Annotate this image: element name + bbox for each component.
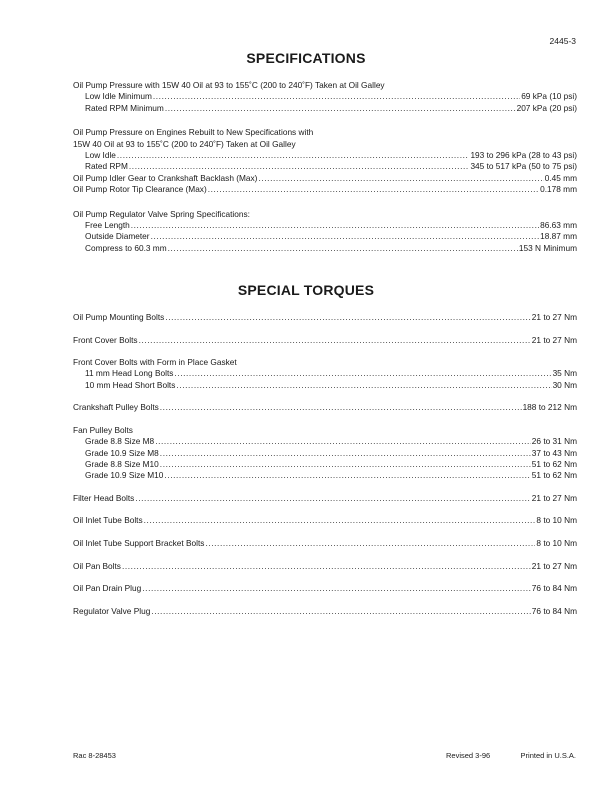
torque-row-front-cover [73, 335, 577, 346]
torque-label: Grade 10.9 Size M8 [85, 447, 159, 458]
torque-row-oil-pump-mounting [73, 312, 577, 323]
torque-row-inlet-bracket [73, 538, 577, 549]
footer-doc-id: Rac 8-28453 [73, 751, 116, 760]
torque-row-short-bolts [73, 380, 577, 391]
torque-value: 21 to 27 Nm [531, 312, 577, 322]
spec-value: 69 kPa (10 psi) [521, 91, 577, 102]
dot-leader [151, 231, 540, 242]
torque-label: Filter Head Bolts [73, 492, 135, 503]
spec-label: Oil Pump Idler Gear to Crankshaft Backlash (Max) [73, 172, 258, 183]
front-cover-gasket-heading: Front Cover Bolts with Form in Place Gasket [73, 357, 237, 368]
torque-row-long-bolts [73, 368, 577, 379]
dot-leader [160, 448, 531, 459]
dot-leader [165, 103, 516, 114]
dot-leader [168, 243, 518, 254]
torque-value: 21 to 27 Nm [531, 560, 577, 571]
fan-pulley-heading: Fan Pulley Bolts [73, 424, 133, 435]
spec-label: Outside Diameter [85, 231, 150, 242]
torque-label: Regulator Valve Plug [73, 605, 151, 616]
torque-label: Oil Pan Drain Plug [73, 583, 142, 594]
torque-label: 11 mm Head Long Bolts [85, 368, 174, 379]
torque-value: 21 to 27 Nm [531, 492, 577, 503]
dot-leader [151, 606, 530, 617]
dot-leader [164, 470, 530, 481]
dot-leader [117, 150, 470, 161]
torque-value: 35 Nm [552, 368, 577, 379]
spec-label: Rated RPM [85, 161, 128, 172]
dot-leader [135, 493, 530, 504]
torque-value: 51 to 62 Nm [531, 458, 577, 469]
torque-label: Oil Inlet Tube Bolts [73, 515, 143, 526]
spec-label: Oil Pump Rotor Tip Clearance (Max) [73, 183, 207, 194]
spec-value: 207 kPa (20 psi) [516, 102, 577, 113]
torque-value: 30 Nm [552, 379, 577, 390]
special-torques-heading: SPECIAL TORQUES [237, 282, 375, 298]
spec-row-rated-rpm [73, 161, 577, 172]
spec-row-idler-backlash [73, 173, 577, 184]
torque-row-grade-10-9-m8 [73, 448, 577, 459]
footer-printed: Printed in U.S.A. [520, 751, 576, 760]
spring-heading: Oil Pump Regulator Valve Spring Specifications: [73, 208, 250, 219]
spec-row-compress [73, 243, 577, 254]
spec-row-low-idle [73, 150, 577, 161]
torque-value: 188 to 212 Nm [522, 402, 577, 413]
pressure-rebuilt-heading-line2: 15W 40 Oil at 93 to 155˚C (200 to 240˚F) Taken at Oil Galley [73, 138, 296, 149]
torque-value: 26 to 31 Nm [531, 436, 577, 447]
torque-label: 10 mm Head Short Bolts [85, 379, 176, 390]
spec-row-free-length [73, 220, 577, 231]
dot-leader [155, 436, 531, 447]
torque-value: 76 to 84 Nm [531, 583, 577, 594]
spec-row-rated-rpm-minimum [73, 103, 577, 114]
torque-row-regulator-plug [73, 606, 577, 617]
spec-value: 153 N Minimum [518, 242, 577, 253]
pressure-rebuilt-heading-line1: Oil Pump Pressure on Engines Rebuilt to New Specifications with [73, 127, 314, 138]
spec-row-low-idle-minimum [73, 91, 577, 102]
dot-leader [176, 380, 551, 391]
specifications-list [73, 80, 577, 254]
spec-label: Compress to 60.3 mm [85, 242, 167, 253]
dot-leader [208, 184, 539, 195]
spec-value: 18.87 mm [540, 231, 577, 242]
dot-leader [258, 173, 543, 184]
torque-value: 37 to 43 Nm [531, 447, 577, 458]
dot-leader [131, 220, 539, 231]
dot-leader [160, 459, 531, 470]
torques-list [73, 312, 577, 617]
torque-label: Front Cover Bolts [73, 334, 138, 345]
spec-label: Free Length [85, 219, 130, 230]
dot-leader [139, 335, 531, 346]
specifications-heading: SPECIFICATIONS [246, 50, 366, 66]
torque-row-crankshaft-pulley [73, 402, 577, 413]
spec-value: 345 to 517 kPa (50 to 75 psi) [470, 161, 577, 172]
spec-row-rotor-clearance [73, 184, 577, 195]
torque-label: Crankshaft Pulley Bolts [73, 402, 159, 413]
torque-label: Grade 8.8 Size M10 [85, 458, 159, 469]
torque-row-filter-head [73, 493, 577, 504]
spec-row-outside-diameter [73, 231, 577, 242]
torque-label: Oil Pan Bolts [73, 560, 121, 571]
torque-label: Oil Inlet Tube Support Bracket Bolts [73, 537, 205, 548]
torque-row-inlet-tube [73, 515, 577, 526]
torque-row-grade-8-8-m10 [73, 459, 577, 470]
dot-leader [165, 312, 530, 323]
dot-leader [144, 515, 536, 526]
footer-revised: Revised 3-96 [446, 751, 491, 760]
dot-leader [142, 583, 531, 594]
torque-value: 21 to 27 Nm [531, 334, 577, 345]
torque-value: 51 to 62 Nm [531, 470, 577, 481]
spec-value: 86.63 mm [540, 219, 577, 230]
dot-leader [122, 561, 531, 572]
spec-label: Rated RPM Minimum [85, 102, 164, 113]
spec-label: Low Idle Minimum [85, 91, 152, 102]
spec-value: 0.45 mm [544, 172, 577, 183]
page-number: 2445-3 [549, 36, 576, 46]
dot-leader [153, 91, 520, 102]
torque-value: 76 to 84 Nm [531, 605, 577, 616]
spec-value: 0.178 mm [540, 183, 577, 194]
torque-value: 8 to 10 Nm [536, 515, 577, 526]
torque-row-grade-10-9-m10 [73, 470, 577, 481]
spec-value: 193 to 296 kPa (28 to 43 psi) [470, 149, 577, 160]
dot-leader [160, 402, 522, 413]
torque-row-oil-pan [73, 561, 577, 572]
torque-label: Oil Pump Mounting Bolts [73, 312, 165, 322]
torque-label: Grade 8.8 Size M8 [85, 436, 155, 447]
torque-value: 8 to 10 Nm [536, 537, 577, 548]
spec-label: Low Idle [85, 149, 116, 160]
dot-leader [129, 161, 470, 172]
dot-leader [205, 538, 535, 549]
dot-leader [174, 368, 551, 379]
torque-label: Grade 10.9 Size M10 [85, 470, 164, 481]
torque-row-grade-8-8-m8 [73, 436, 577, 447]
torque-row-oil-pan-drain [73, 583, 577, 594]
pressure-15w40-heading: Oil Pump Pressure with 15W 40 Oil at 93 to 155˚C (200 to 240˚F) Taken at Oil Galley [73, 80, 385, 90]
